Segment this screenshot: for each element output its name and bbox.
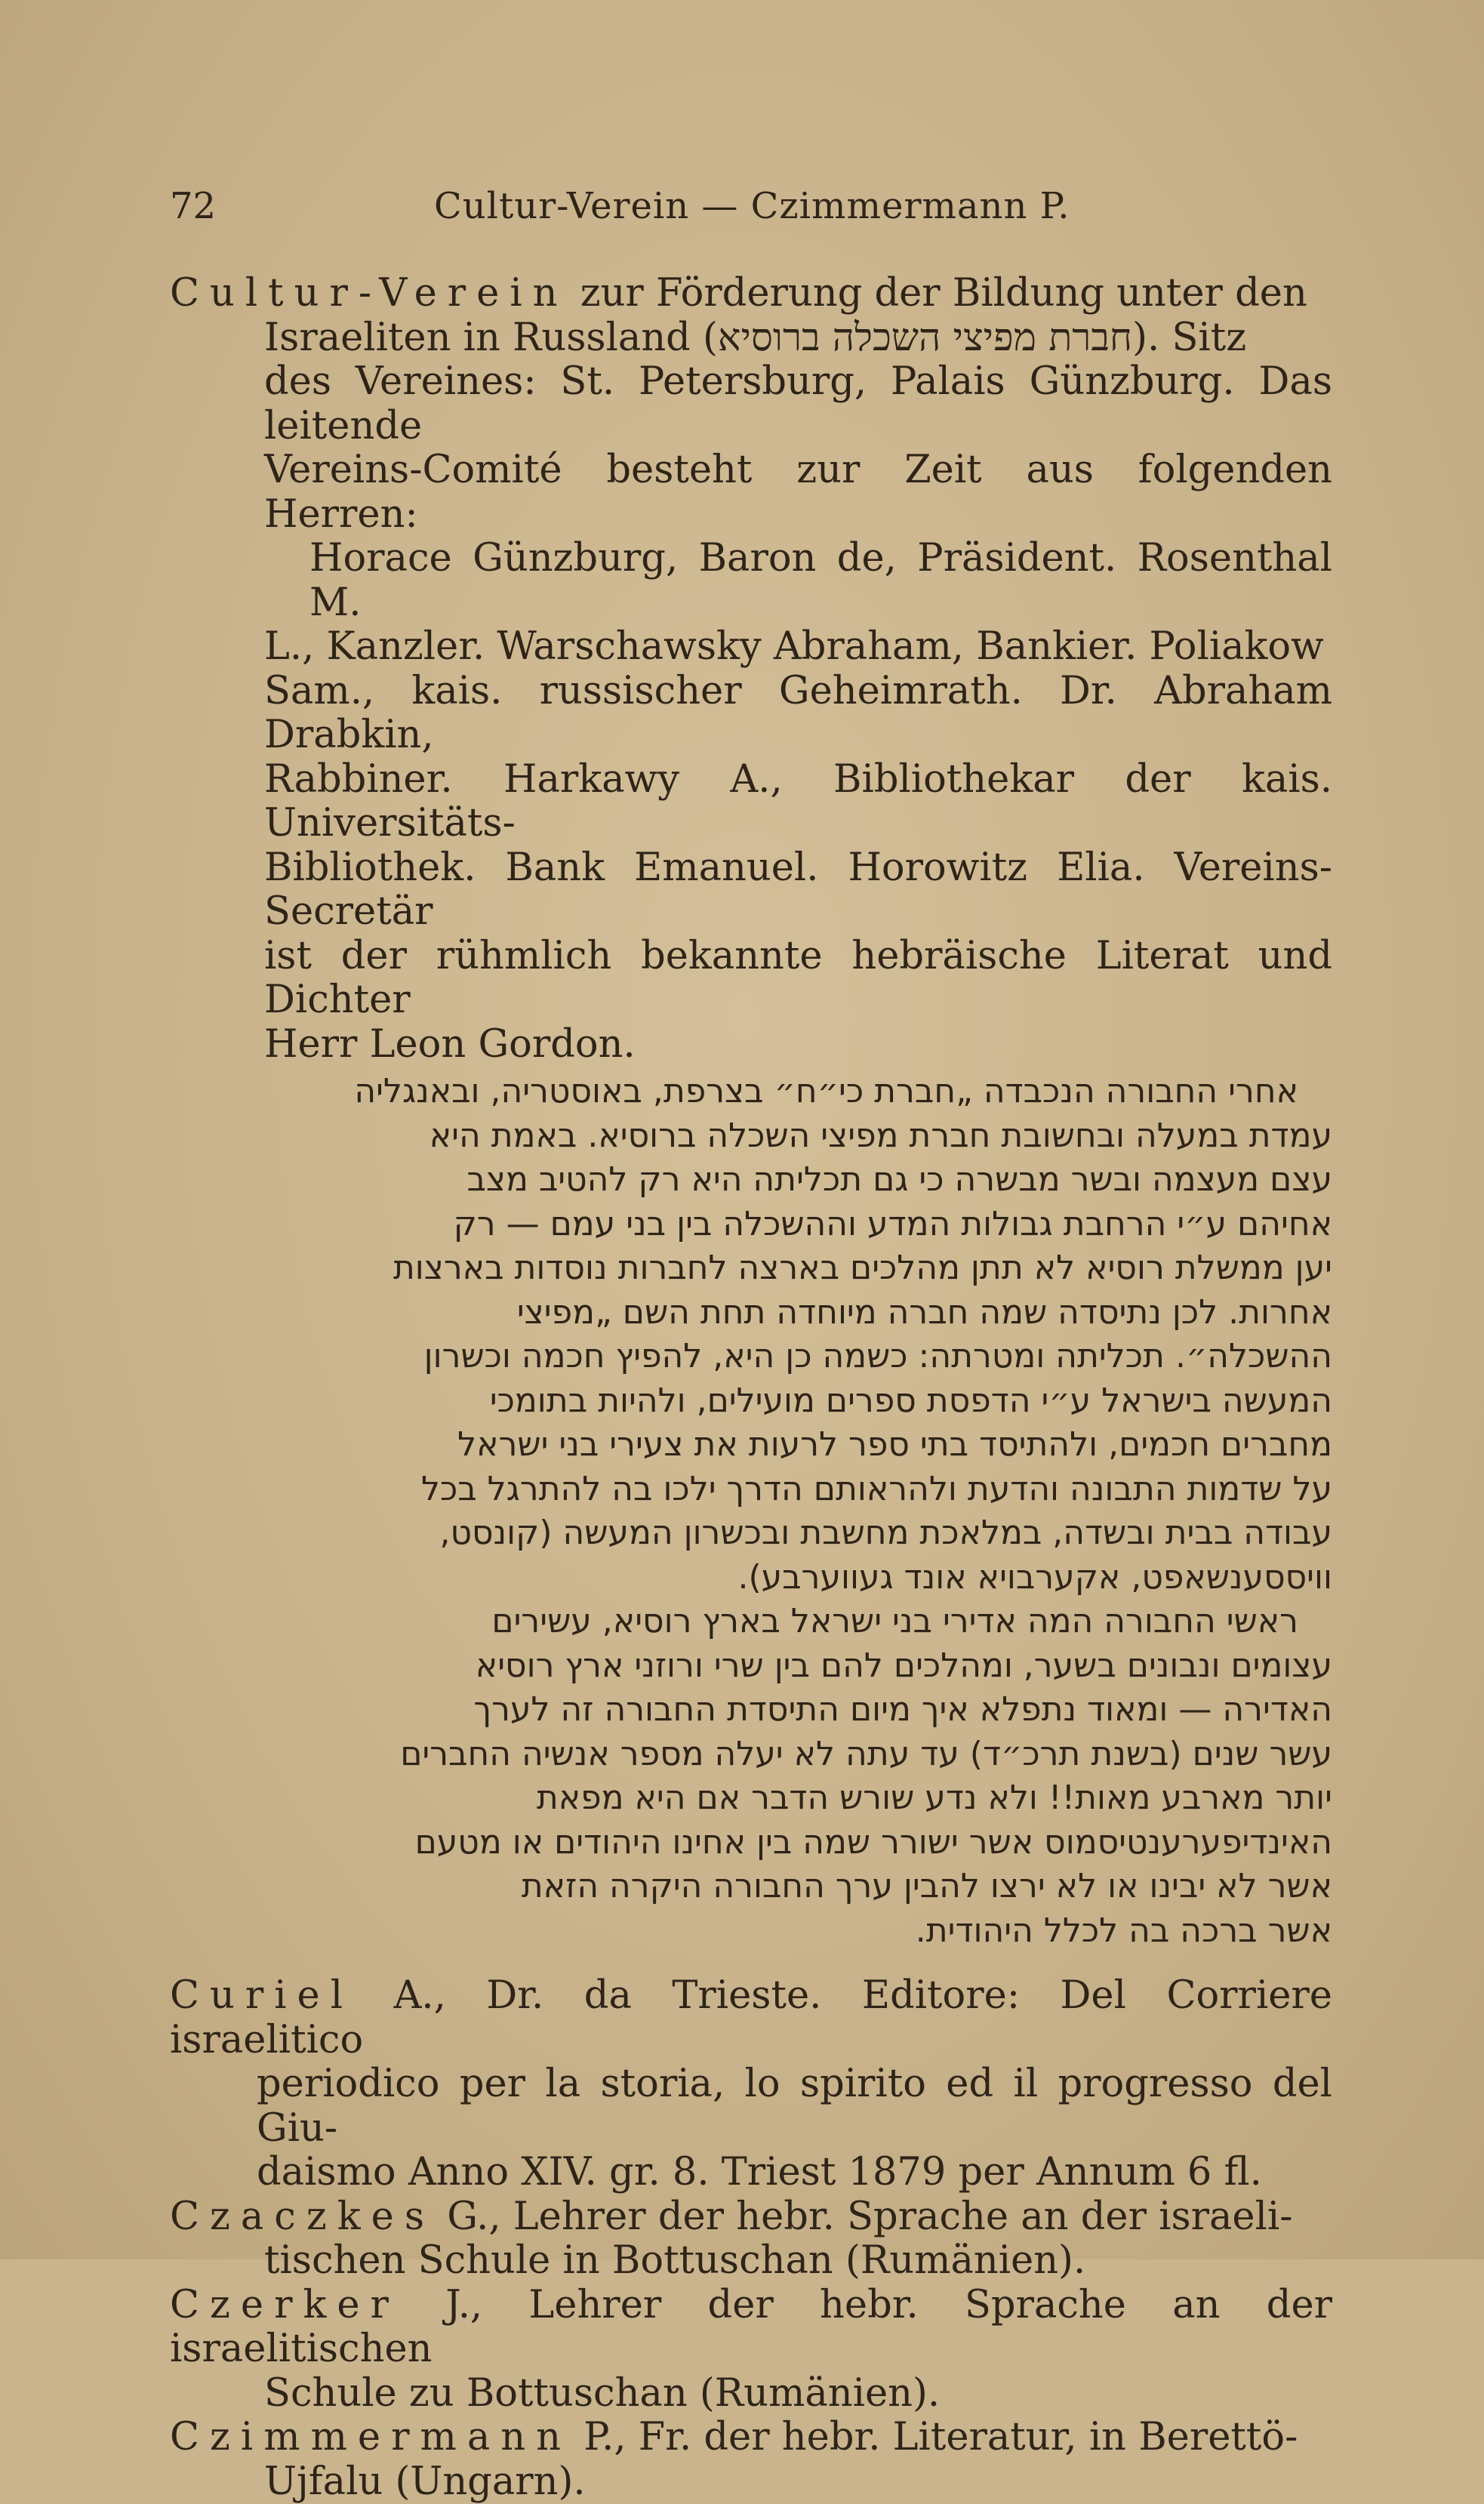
running-title: Cultur-Verein — Czimmermann P. — [434, 185, 1070, 227]
entry-first-line — [170, 272, 1332, 316]
entry-text-line: des Vereines: St. Petersburg, Palais Günzburg. Das leitende — [170, 360, 1332, 448]
entry-text-line: Vereins-Comité besteht zur Zeit aus folgenden Herren: — [170, 448, 1332, 537]
entry-text-line: Horace Günzburg, Baron de, Präsident. Rosenthal M. — [170, 537, 1332, 625]
entry-czaczkes — [170, 2195, 1332, 2284]
hebrew-line: ראשי החבורה המה אדירי בני ישראל בארץ רוסיא, עשירים — [170, 1600, 1332, 1644]
hebrew-line: על שדמות התבונה והדעת ולהראותם הדרך ילכו בה להתרגל בכל — [170, 1468, 1332, 1512]
entry-name: Czimmermann — [170, 2415, 571, 2459]
hebrew-line: עצומים ונבונים בשער, ומהלכים להם בין שרי ורוזני ארץ רוסיא — [170, 1644, 1332, 1689]
entry-text-line: zur Förderung der Bildung unter den — [568, 271, 1307, 316]
hebrew-line: יען ממשלת רוסיא לא תתן מהלכים בארצה לחברות נוסדות בארצות — [170, 1246, 1332, 1291]
entry-name: Cultur-Verein — [170, 271, 568, 316]
entry-text-line: G., Lehrer der hebr. Sprache an der israeli- — [435, 2194, 1292, 2239]
entry-czerker — [170, 2284, 1332, 2416]
hebrew-line: אשר ברכה בה לכלל היהודית. — [170, 1909, 1332, 1954]
hebrew-line: אשר לא יבינו או לא ירצו להבין ערך החבורה היקרה הזאת — [170, 1865, 1332, 1909]
entry-text-line: A., Dr. da Trieste. Editore: Del Corriere israelitico — [170, 1973, 1332, 2062]
hebrew-line: אחרות. לכן נתיסדה שמה חברה מיוחדה תחת השם „מפיצי — [170, 1291, 1332, 1335]
entry-name: Curiel — [170, 1973, 353, 2018]
entry-text-line: Bibliothek. Bank Emanuel. Horowitz Elia. Vereins-Secretär — [170, 846, 1332, 935]
entry-text-line: Sam., kais. russischer Geheimrath. Dr. Abraham Drabkin, — [170, 670, 1332, 758]
entry-text-line: ist der rühmlich bekannte hebräische Literat und Dichter — [170, 935, 1332, 1023]
entry-first-line — [170, 1974, 1332, 2062]
hebrew-line: וויססענשאפט, אקערבויא אונד געווערבע). — [170, 1556, 1332, 1600]
entry-text-line: Israeliten in Russland (חברת מפיצי השכלה ברוסיא). Sitz — [170, 316, 1332, 361]
entry-czimmermann — [170, 2416, 1332, 2504]
entry-curiel — [170, 1974, 1332, 2195]
entry-name: Czerker — [170, 2283, 399, 2327]
entry-text-line: tischen Schule in Bottuschan (Rumänien). — [170, 2239, 1332, 2284]
entry-text-line: L., Kanzler. Warschawsky Abraham, Bankier. Poliakow — [170, 625, 1332, 670]
hebrew-line: עשר שנים (בשנת תרכ״ד) עד עתה לא יעלה מספר אנשיה החברים — [170, 1732, 1332, 1777]
hebrew-line: ההשכלה״. תכליתה ומטרתה: כשמה כן היא, להפיץ חכמה וכשרון — [170, 1335, 1332, 1379]
page-header — [170, 185, 1332, 238]
hebrew-line: יותר מארבע מאות!! ולא נדע שורש הדבר אם היא מפאת — [170, 1776, 1332, 1821]
entry-text-line: periodico per la storia, lo spirito ed il progresso del Giu- — [170, 2062, 1332, 2151]
entry-first-line — [170, 2416, 1332, 2460]
hebrew-line: האינדיפערענטיסמוס אשר ישורר שמה בין אחינו היהודים או מטעם — [170, 1821, 1332, 1865]
hebrew-line: אחרי החבורה הנכבדה „חברת כי״ח״ בצרפת, באוסטריה, ובאנגליה — [170, 1070, 1332, 1114]
entry-text-line: J., Lehrer der hebr. Sprache an der israelitischen — [170, 2283, 1332, 2372]
entry-cultur-verein — [170, 272, 1332, 1953]
hebrew-paragraph — [170, 1070, 1332, 1953]
page-number: 72 — [170, 185, 216, 227]
hebrew-line: האדירה — ומאוד נתפלא איך מיום התיסדת החבורה זה לערך — [170, 1688, 1332, 1732]
hebrew-line: עמדת במעלה ובחשובת חברת מפיצי השכלה ברוסיא. באמת היא — [170, 1114, 1332, 1159]
entry-text-line: Schule zu Bottuschan (Rumänien). — [170, 2372, 1332, 2416]
entry-text-line: daismo Anno XIV. gr. 8. Triest 1879 per Annum 6 fl. — [170, 2151, 1332, 2195]
entry-text-line: P., Fr. der hebr. Literatur, in Berettö- — [571, 2415, 1298, 2459]
hebrew-line: המעשה בישראל ע״י הדפסת ספרים מועילים, ולהיות בתומכי — [170, 1379, 1332, 1424]
entry-text-line: Herr Leon Gordon. — [170, 1023, 1332, 1067]
entries-body — [170, 272, 1332, 2504]
entry-first-line — [170, 2195, 1332, 2240]
hebrew-line: אחיהם ע״י הרחבת גבולות המדע וההשכלה בין בני עמם — רק — [170, 1203, 1332, 1247]
hebrew-line: עבודה בבית ובשדה, במלאכת מחשבת ובכשרון המעשה (קונסט, — [170, 1511, 1332, 1556]
entry-text-line: Ujfalu (Ungarn). — [170, 2460, 1332, 2504]
entry-first-line — [170, 2284, 1332, 2372]
hebrew-line: מחברים חכמים, ולהתיסד בתי ספר לרעות את צעירי בני ישראל — [170, 1423, 1332, 1468]
hebrew-line: עצם מעצמה ובשר מבשרה כי גם תכליתה היא רק להטיב מצב — [170, 1158, 1332, 1203]
entry-text-line: Rabbiner. Harkawy A., Bibliothekar der kais. Universitäts- — [170, 758, 1332, 846]
entry-name: Czaczkes — [170, 2194, 435, 2239]
